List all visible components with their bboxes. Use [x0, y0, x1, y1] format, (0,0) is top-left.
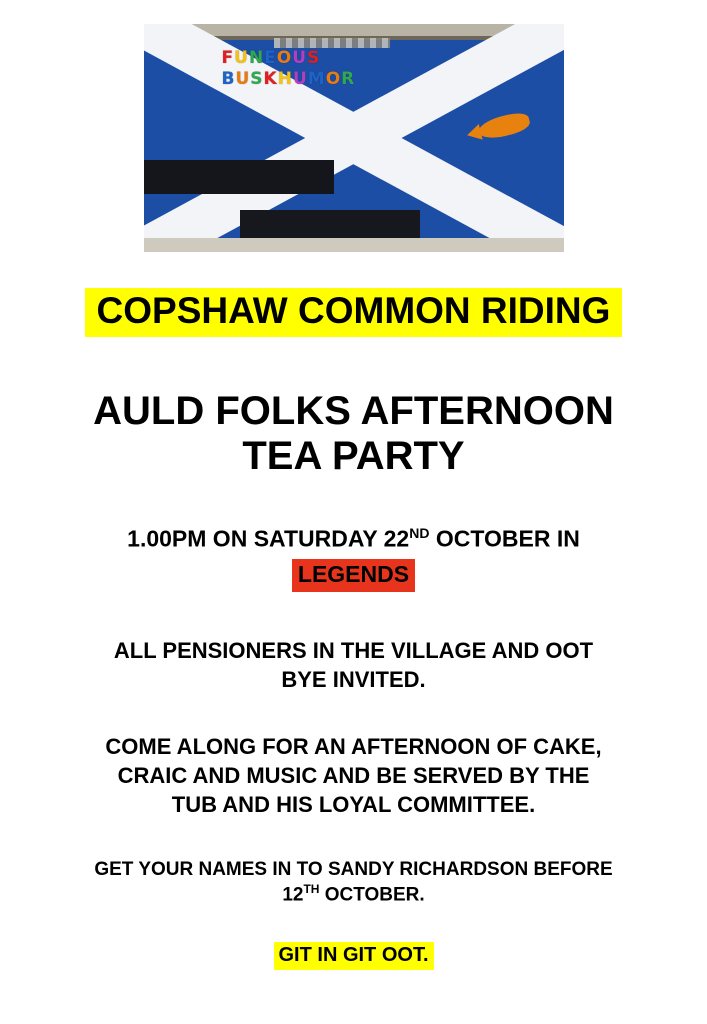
headline-line-2: TEA PARTY [242, 433, 465, 478]
event-title [0, 288, 707, 337]
date-ordinal-suffix: ND [409, 525, 430, 542]
flag-photo [144, 24, 564, 252]
photo-dark-band-lower [240, 210, 420, 240]
orange-fish-icon [476, 110, 531, 142]
event-datetime [0, 524, 707, 591]
photo-bottom-edge [144, 238, 564, 252]
poster-page [0, 24, 707, 1024]
rsvp-ordinal-suffix: TH [303, 882, 320, 897]
saltire-flag-image [144, 24, 564, 252]
invitation-line-2: BYE INVITED. [281, 666, 426, 692]
rsvp-month: OCTOBER. [319, 884, 425, 906]
photo-banner-line-2: BUSKHUMOR [221, 68, 356, 89]
rsvp-line-1: GET YOUR NAMES IN TO SANDY RICHARDSON BEFORE [94, 859, 613, 881]
headline-line-1: AULD FOLKS AFTERNOON [93, 388, 614, 433]
rsvp-text [0, 857, 707, 907]
event-title-highlight: COPSHAW COMMON RIDING [85, 288, 623, 337]
closing-slogan [0, 942, 707, 970]
closing-slogan-highlight: GIT IN GIT OOT. [274, 942, 434, 970]
event-time-date: 1.00PM ON SATURDAY 22 [127, 526, 410, 553]
venue-line [30, 555, 677, 592]
body-line-2: CRAIC AND MUSIC AND BE SERVED BY THE [117, 762, 590, 788]
rsvp-line-2 [34, 882, 673, 907]
photo-letter-banner [222, 50, 422, 89]
invitation-line-1: ALL PENSIONERS IN THE VILLAGE AND OOT [113, 637, 594, 663]
body-text [0, 732, 707, 819]
rsvp-day: 12 [282, 884, 304, 906]
photo-banner-line-1: FUNEOUS [221, 48, 321, 68]
photo-dark-band-left [144, 160, 334, 194]
invitation-text [0, 636, 707, 694]
bunting-icon [274, 38, 390, 48]
page-title [0, 389, 707, 479]
body-line-3: TUB AND HIS LOYAL COMMITTEE. [171, 792, 536, 817]
venue-highlight: LEGENDS [292, 559, 415, 592]
event-date-tail: OCTOBER IN [429, 526, 580, 553]
body-line-1: COME ALONG FOR AN AFTERNOON OF CAKE, [105, 733, 602, 759]
